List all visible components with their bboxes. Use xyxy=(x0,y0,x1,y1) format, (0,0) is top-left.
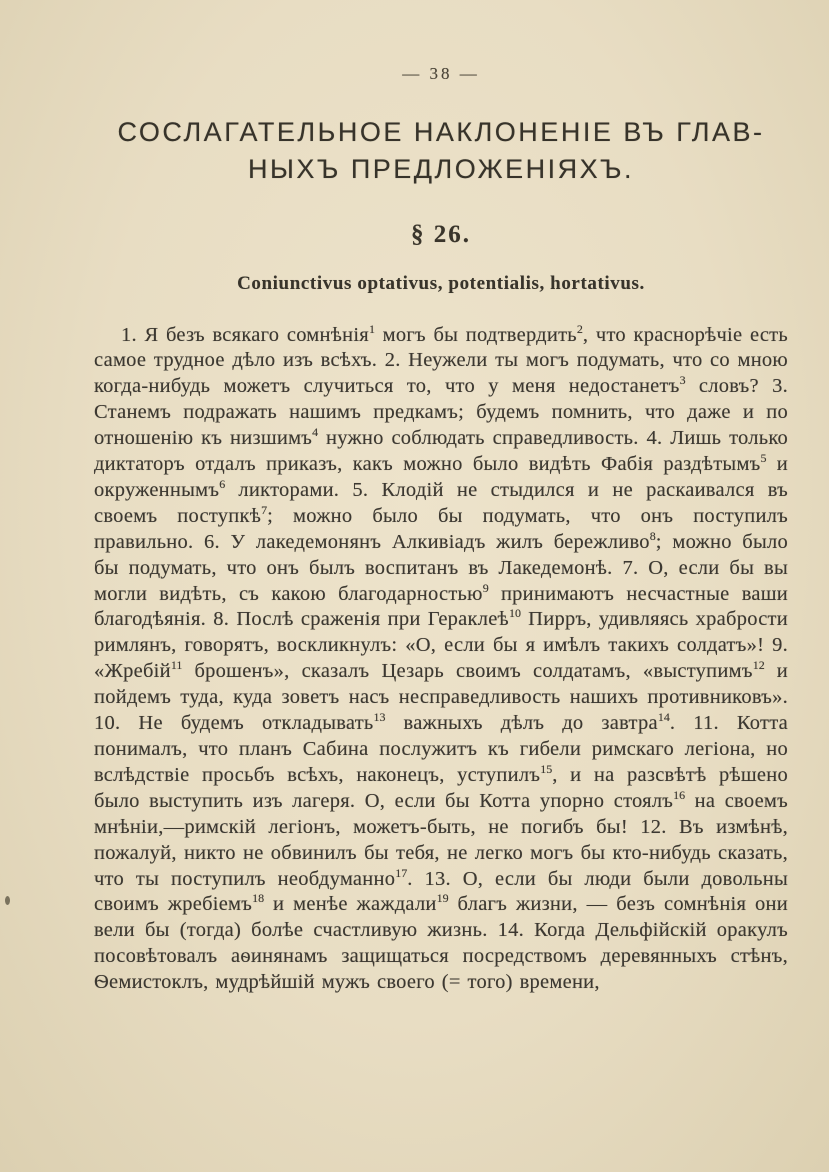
footnote-ref: 4 xyxy=(312,425,319,440)
footnote-ref: 9 xyxy=(482,580,489,595)
footnote-ref: 2 xyxy=(576,321,583,336)
body-paragraph: 1. Я безъ всякаго сомнѣнія$^1$ могъ бы подтвердить$^2$, что краснорѣчіе есть самое трудное дѣло изъ всѣхъ. 2. Неужели ты могъ подумать, что со мною когда-нибудь можетъ случиться то, что у меня недостанетъ$^3$ словъ? 3. Станемъ подражать нашимъ предкамъ; будемъ помнить, что даже и по отношенію къ низшимъ$^4$ нужно соблюдать справедливость. 4. Лишь только диктаторъ отдалъ приказъ, какъ можно было видѣть Фабія раздѣтымъ$^5$ и окруженнымъ$^6$ ликторами. 5. Клодій не стыдился и не раскаивался въ своемъ поступкѣ$^7$; можно было бы подумать, что онъ поступилъ правильно. 6. У лакедемонянъ Алкивіадъ жилъ бережливо$^8$; можно было бы подумать, что онъ былъ воспитанъ въ Лакедемонѣ. 7. О, если бы вы могли видѣть, съ какою благодарностью$^9$ принимаютъ несчастные ваши благодѣянія. 8. Послѣ сраженія при Гераклеѣ$^{10}$ Пирръ, удивляясь храбрости римлянъ, говорятъ, воскликнулъ: «О, если бы я имѣлъ такихъ солдатъ»! 9. «Жребій$^{11}$ брошенъ», сказалъ Цезарь своимъ солдатамъ, «выступимъ$^{12}$ и пойдемъ туда, куда зоветъ насъ несправедливость нашихъ противниковъ». 10. Не будемъ откладывать$^{13}$ важныхъ дѣлъ до завтра$^{14}$. 11. Котта понималъ, что планъ Сабина послужитъ къ гибели римскаго легіона, но вслѣдствіе просьбъ всѣхъ, наконецъ, уступилъ$^{15}$, и на разсвѣтѣ рѣшено было выступить изъ лагеря. О, если бы Котта упорно стоялъ$^{16}$ на своемъ мнѣніи,—римскій легіонъ, можетъ-быть, не погибъ бы! 12. Въ измѣнѣ, пожалуй, никто не обвинилъ бы тебя, не легко могъ бы кто-нибудь сказать, что ты поступилъ необдуманно$^{17}$. 13. О, если бы люди были довольны своимъ жребіемъ$^{18}$ и менѣе жаждали$^{19}$ благъ жизни, — безъ сомнѣнія они вели бы (тогда) болѣе счастливую жизнь. 14. Когда Дельфійскій оракулъ посовѣтовалъ аѳинянамъ защищаться посредствомъ деревянныхъ стѣнъ, Ѳемистоклъ, мудрѣйшій мужъ своего (= того) времени, xyxy=(94,321,789,994)
footnote-ref: 14 xyxy=(657,710,670,725)
footnote-ref: 16 xyxy=(673,787,686,802)
footnote-ref: 18 xyxy=(252,891,265,906)
footnote-ref: 10 xyxy=(508,606,521,621)
footnote-ref: 12 xyxy=(752,658,765,673)
chapter-title xyxy=(94,114,788,189)
page-number: — 38 — xyxy=(402,64,480,83)
footnote-ref: 7 xyxy=(261,503,268,518)
footnote-ref: 3 xyxy=(679,373,686,388)
footnote-ref: 6 xyxy=(219,477,226,492)
scan-artifact xyxy=(5,896,10,905)
footnote-ref: 13 xyxy=(373,710,386,725)
footnote-ref: 11 xyxy=(170,658,183,673)
chapter-title-line1: СОСЛАГАТЕЛЬНОЕ НАКЛОНЕНІЕ ВЪ ГЛАВ- xyxy=(117,117,765,147)
book-page xyxy=(94,64,788,996)
footnote-ref: 15 xyxy=(540,762,553,777)
footnote-ref: 19 xyxy=(436,891,449,906)
footnote-ref: 1 xyxy=(368,321,375,336)
chapter-title-line2: НЫХЪ ПРЕДЛОЖЕНІЯХЪ. xyxy=(248,154,634,185)
footnote-ref: 5 xyxy=(760,451,767,466)
section-heading: § 26. xyxy=(411,220,471,248)
footnote-ref: 17 xyxy=(395,865,408,880)
latin-subtitle: Coniunctivus optativus, potentialis, hortativus. xyxy=(237,272,645,294)
footnote-ref: 8 xyxy=(649,528,656,543)
